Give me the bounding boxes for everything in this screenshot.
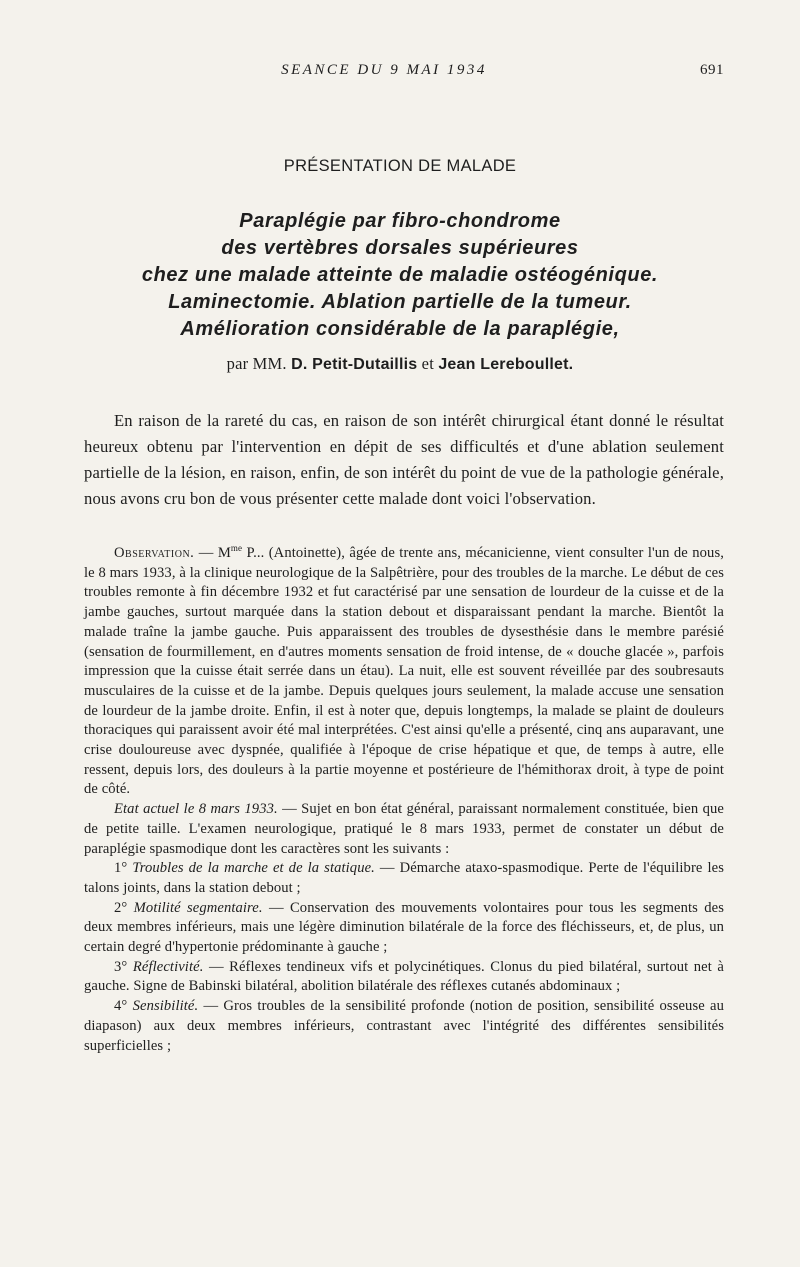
observation-label: Observation. — [114, 545, 195, 561]
etat-label: Etat actuel le 8 mars 1933. — [114, 801, 278, 818]
patient-title-sup: me — [230, 543, 243, 554]
section-heading: PRÉSENTATION DE MALADE — [283, 157, 517, 175]
page-number: 691 — [700, 62, 724, 78]
observation-text: P... (Antoinette), âgée de trente ans, mécanicienne, vient consulter l'un de nous, le 8 mars 1933, à la clinique neurologique de la Salpêtrière, pour des troubles de la marche. Le début de ces troubles remonte à fin décembre 1932 et fut caractérisé par une sensation de lourdeur de la cuisse et de la jambe gauches, surtout marquée dans la station debout et disparaissant pendant la marche. Bientôt la malade traîne la jambe gauche. Puis apparaissent des troubles de dysesthésie dans le membre parésié (sensation de fourmillement, en d'autres moments sensation de froid intense, de « douche glacée », parfois impression que la cuisse était serrée dans un étau). La nuit, elle est souvent réveillée par des soubresauts musculaires de la cuisse et de la jambe. Depuis quelques jours seulement, la malade accuse une sensation de lourdeur de la jambe droite. Enfin, il est à noter que, depuis longtemps, la malade se plaint de douleurs thoraciques qui paraissent avoir été mal interprétées. C'est ainsi qu'elle a présenté, cinq ans auparavant, une crise douloureuse avec dyspnée, qualifiée à l'époque de crise hépatique et que, de temps à autre, elle ressent, depuis lors, des douleurs à la partie moyenne et postérieure de l'hémithorax droit, à type de point de côté. — [84, 545, 724, 798]
observation-paragraph — [84, 544, 724, 800]
list-item — [84, 958, 724, 997]
byline-conjunction: et — [421, 354, 434, 373]
intro-paragraph — [84, 408, 724, 512]
item-number: 2° — [114, 899, 128, 916]
patient-prefix: M — [217, 545, 231, 561]
title-line: Laminectomie. Ablation partielle de la tumeur. — [168, 291, 632, 313]
item-number: 4° — [114, 998, 128, 1015]
item-text: — Gros troubles de la sensibilité profonde (notion de position, sensibilité osseuse au diapason) aux deux membres inférieurs, contrastant avec l'intégrité des différentes sensibilités superficielles ; — [84, 998, 725, 1054]
running-head — [84, 62, 724, 82]
byline — [0, 354, 800, 374]
item-text: — Réflexes tendineux vifs et polycinétiques. Clonus du pied bilatéral, surtout net à gauche. Signe de Babinski bilatéral, abolition bilatérale des réflexes cutanés abdominaux ; — [84, 958, 724, 995]
title-line: Paraplégie par fibro-chondrome — [239, 210, 561, 232]
author-name: D. Petit-Dutaillis — [291, 356, 418, 373]
item-label: Sensibilité. — [132, 998, 199, 1015]
observation-dash: — — [194, 545, 218, 561]
item-text: — Conservation des mouvements volontaires pour tous les segments des deux membres inférieurs, mais une légère diminution bilatérale de la force des fléchisseurs, et, de plus, un certain degré d'hypertonie prédominante à gauche ; — [84, 899, 725, 956]
byline-prefix: par MM. — [226, 354, 287, 373]
title-line: chez une malade atteinte de maladie ostéogénique. — [141, 264, 659, 286]
item-label: Réflectivité. — [132, 958, 204, 975]
list-item — [84, 859, 724, 898]
observation-section — [84, 544, 724, 1056]
title-line: Amélioration considérable de la paraplégie, — [180, 318, 620, 340]
author-name: Jean Lereboullet. — [438, 356, 574, 373]
article-title — [100, 208, 700, 343]
list-item — [84, 899, 724, 958]
item-text: — Démarche ataxo-spasmodique. Perte de l'équilibre les talons joints, dans la station debout ; — [84, 860, 724, 896]
item-number: 3° — [114, 958, 128, 975]
etat-text: — Sujet en bon état général, paraissant normalement constituée, bien que de petite taille. L'examen neurologique, pratiqué le 8 mars 1933, permet de constater un début de paraplégie spasmodique dont les caractères sont les suivants : — [84, 801, 724, 857]
title-line: des vertèbres dorsales supérieures — [221, 237, 579, 259]
item-number: 1° — [114, 860, 128, 877]
item-label: Motilité segmentaire. — [133, 899, 263, 916]
etat-paragraph — [84, 800, 724, 859]
item-label: Troubles de la marche et de la statique. — [132, 860, 375, 877]
running-title: SEANCE DU 9 MAI 1934 — [281, 62, 487, 78]
list-item — [84, 997, 724, 1056]
intro-text: En raison de la rareté du cas, en raison de son intérêt chirurgical étant donné le résultat heureux obtenu par l'intervention en dépit de ses difficultés et d'une ablation seulement partielle de la lésion, en raison, enfin, de son intérêt du point de vue de la pathologie générale, nous avons cru bon de vous présenter cette malade dont voici l'observation. — [84, 411, 724, 508]
